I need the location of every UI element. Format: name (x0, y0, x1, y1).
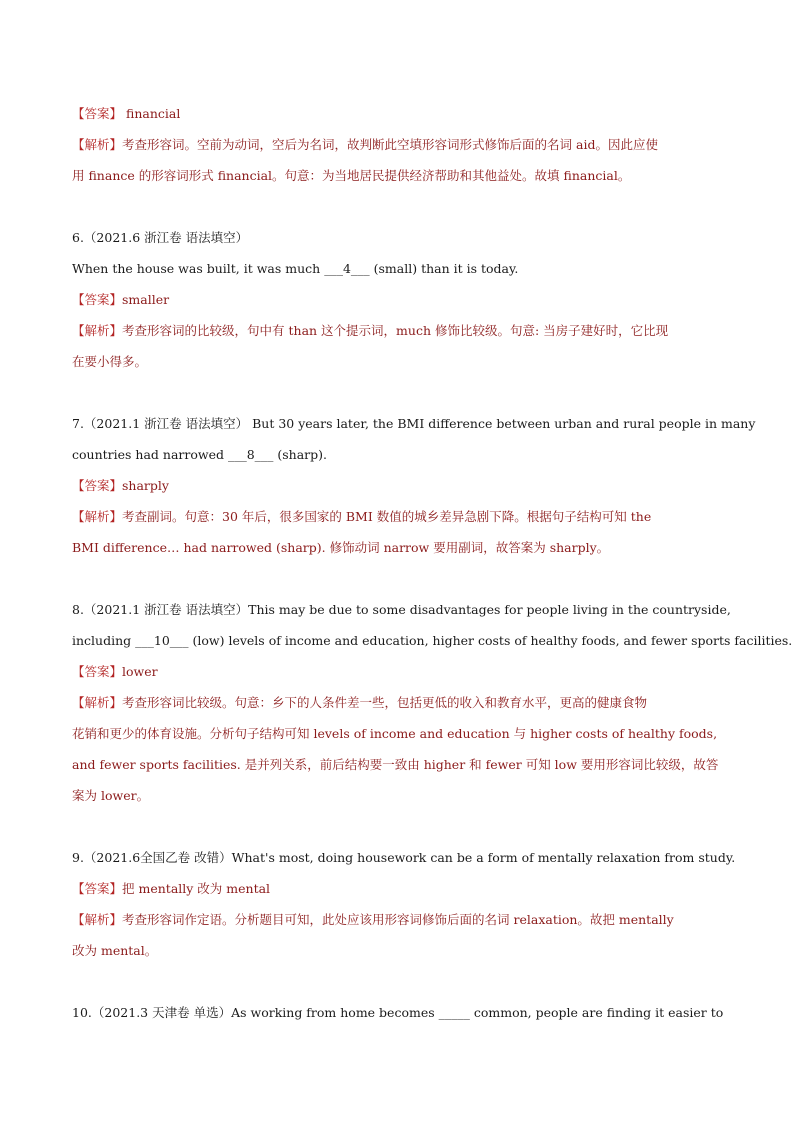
question-text: What's most, doing housework can be a form of mentally relaxation from study. (231, 850, 736, 865)
analysis-text: 考查形容词比较级。句意：乡下的人条件差一些，包括更低的收入和教育水平，更高的健康食物 (122, 695, 648, 710)
analysis-tag: 【解析】 (72, 695, 123, 710)
answer-line (72, 470, 722, 501)
answer-tag: 【答案】 (72, 478, 123, 493)
question-blank: ___10___ (135, 633, 189, 648)
question-text: countries had narrowed ___8___ (sharp). (72, 447, 328, 462)
answer-tag: 【答案】 (72, 664, 123, 679)
analysis-text: 考查形容词作定语。分析题目可知，此处应该用形容词修饰后面的名词 relaxation。故把 mentally (122, 912, 674, 927)
analysis-tag: 【解析】 (72, 912, 123, 927)
question-heading: 6.（2021.6 浙江卷 语法填空） (72, 230, 249, 245)
analysis-tag: 【解析】 (72, 509, 123, 524)
question-heading: 7.（2021.1 浙江卷 语法填空） But 30 years later, the BMI difference between urban and rural people in many (72, 416, 756, 431)
analysis-text: 考查形容词的比较级，句中有 than 这个提示词，much 修饰比较级。句意: 当房子建好时，它比现 (122, 323, 669, 338)
answer-text: 把 mentally 改为 mental (122, 881, 271, 896)
question-text: As working from home becomes (231, 1005, 439, 1020)
answer-line (72, 873, 722, 904)
answer-line (72, 98, 722, 129)
question-heading: 10.（2021.3 天津卷 单选）As working from home becomes _____ common, people are finding it easier to (72, 1005, 724, 1020)
analysis-tag: 【解析】 (72, 323, 123, 338)
analysis-line (72, 904, 722, 935)
answer-tag: 【答案】 (72, 881, 123, 896)
analysis-text: 考查副词。句意：30 年后，很多国家的 BMI 数值的城乡差异急剧下降。根据句子结构可知 the (122, 509, 652, 524)
analysis-line (72, 129, 722, 160)
question-text: When the house was built, it was much ___4___ (small) than it is today. (72, 261, 519, 276)
analysis-line: and fewer sports facilities. 是并列关系，前后结构要一致由 higher 和 fewer 可知 low 要用形容词比较级，故答 (72, 757, 719, 772)
question-heading: 9.（2021.6全国乙卷 改错）What's most, doing housework can be a form of mentally relaxation from study. (72, 850, 736, 865)
answer-text: lower (122, 664, 158, 679)
answer-line (72, 284, 722, 315)
question-blank: ___8___ (227, 447, 274, 462)
page-content (72, 98, 793, 1028)
analysis-line: BMI difference… had narrowed (sharp). 修饰动词 narrow 要用副词，故答案为 sharply。 (72, 540, 610, 555)
question-text: But 30 years later, the BMI difference between urban and rural people in many (248, 416, 756, 431)
answer-tag: 【答案】 (72, 106, 123, 121)
analysis-line (72, 501, 722, 532)
answer-line (72, 656, 722, 687)
answer-text: financial (122, 106, 181, 121)
question-heading: 8.（2021.1 浙江卷 语法填空）This may be due to some disadvantages for people living in the countryside, (72, 602, 731, 617)
question-text: including ___10___ (low) levels of income and education, higher costs of healthy foods, and fewer sports facilities. (72, 633, 793, 648)
analysis-line (72, 687, 722, 718)
analysis-tag: 【解析】 (72, 137, 123, 152)
question-blank: ___4___ (324, 261, 370, 276)
answer-text: smaller (122, 292, 170, 307)
analysis-text: 考查形容词。空前为动词，空后为名词，故判断此空填形容词形式修饰后面的名词 aid。因此应使 (122, 137, 658, 152)
answer-tag: 【答案】 (72, 292, 123, 307)
analysis-line: 案为 lower。 (72, 788, 150, 803)
analysis-line (72, 315, 722, 346)
question-text: This may be due to some disadvantages for people living in the countryside, (248, 602, 731, 617)
answer-text: sharply (122, 478, 169, 493)
question-blank: _____ (438, 1005, 470, 1020)
analysis-line: 在要小得多。 (72, 354, 148, 369)
analysis-line: 改为 mental。 (72, 943, 158, 958)
analysis-line: 花销和更少的体育设施。分析句子结构可知 levels of income and education 与 higher costs of healthy foods, (72, 726, 718, 741)
analysis-line: 用 finance 的形容词形式 financial。句意：为当地居民提供经济帮助和其他益处。故填 financial。 (72, 168, 631, 183)
